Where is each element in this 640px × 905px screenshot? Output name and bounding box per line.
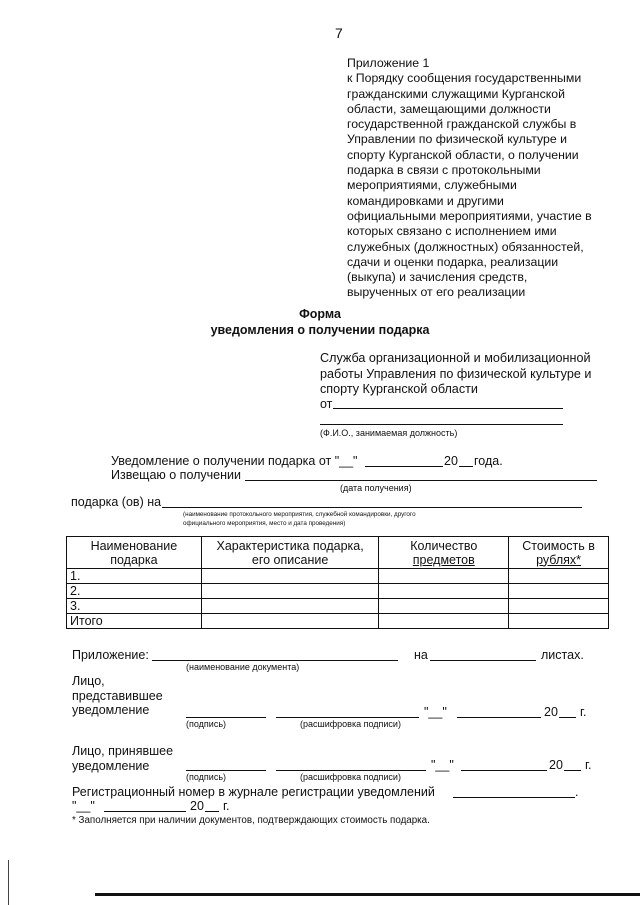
receiver-decode-hint: (расшифровка подписи): [300, 772, 401, 782]
doc-hint: (наименование документа): [186, 662, 300, 672]
registration-number-field[interactable]: [453, 797, 575, 798]
row-label: 1.: [67, 569, 202, 584]
received-date-field[interactable]: [245, 480, 597, 481]
table-cell[interactable]: [509, 569, 609, 584]
table-row: [67, 614, 609, 629]
appendix-line: государственной гражданской службы в: [347, 117, 577, 132]
gifts-table: [66, 536, 609, 629]
table-cell[interactable]: [201, 614, 379, 629]
submitter-line: уведомление: [72, 703, 150, 717]
form-title-line2: уведомления о получении подарка: [210, 323, 430, 337]
form-title: [0, 306, 640, 338]
col-header-line: рублях*: [536, 552, 582, 567]
page-number: 7: [335, 25, 343, 41]
receiver-decode-field[interactable]: [276, 770, 426, 771]
table-cell[interactable]: [379, 569, 509, 584]
registration-year-field[interactable]: [205, 811, 219, 812]
appendix-line: мероприятиями, служебными: [347, 178, 517, 193]
col-header-line: Стоимость в: [522, 538, 595, 553]
row-label: 2.: [67, 584, 202, 599]
event-hint-line1: (наименование протокольного мероприятия, служебной командировки, другого: [183, 511, 416, 518]
col-header-line: предметов: [412, 552, 475, 567]
event-hint-line2: официального мероприятия, место и дата проведения): [183, 520, 346, 527]
registration-dot: .: [575, 785, 579, 799]
col-header-cost: [509, 537, 609, 569]
table-header-row: [67, 537, 609, 569]
col-header-description: [201, 537, 379, 569]
registration-date-field[interactable]: [104, 811, 186, 812]
submitter-year: 20: [544, 705, 558, 719]
addressee-line: Служба организационной и мобилизационной: [320, 351, 591, 365]
appendix-line: сдачи и оценки подарка, реализации: [347, 254, 559, 269]
from-label: от: [320, 397, 333, 411]
submitter-decode-field[interactable]: [276, 717, 419, 718]
col-header-line: подарка: [110, 552, 158, 567]
row-label: Итого: [67, 614, 202, 629]
appendix-line: командировками и другими: [347, 193, 504, 208]
gift-prefix: подарка (ов) на: [71, 495, 162, 509]
receiver-date-field[interactable]: [461, 770, 547, 771]
event-field[interactable]: [162, 507, 582, 508]
addressee-line: работы Управления по физической культуре и: [320, 366, 592, 381]
appendix-line: гражданскими служащими Курганской: [347, 86, 565, 101]
from-field-line2[interactable]: [320, 424, 563, 425]
table-cell[interactable]: [509, 584, 609, 599]
attachment-doc-field[interactable]: [152, 660, 398, 661]
table-cell[interactable]: [201, 584, 379, 599]
col-header-line: Наименование: [90, 538, 178, 553]
col-header-quantity: [379, 537, 509, 569]
table-row: [67, 584, 609, 599]
notice-year-suffix: года.: [474, 454, 503, 468]
notice-date-field[interactable]: [365, 466, 443, 467]
notice-year-field[interactable]: [459, 466, 473, 467]
submitter-line: представившее: [72, 688, 163, 703]
table-cell[interactable]: [201, 599, 379, 614]
table-cell[interactable]: [201, 569, 379, 584]
attachment-label: Приложение:: [72, 648, 149, 662]
notice-year: 20: [444, 454, 458, 468]
submitter-g: г.: [580, 705, 587, 719]
addressee-block: [320, 351, 591, 398]
registration-g: г.: [223, 799, 230, 813]
receiver-line: Лицо, принявшее: [72, 744, 174, 758]
registration-label: Регистрационный номер в журнале регистрации уведомлений: [72, 785, 435, 799]
receiver-label: [72, 744, 173, 773]
from-field[interactable]: [333, 408, 563, 409]
appendix-line: (выкупа) и зачисления средств,: [347, 270, 528, 285]
receiver-year-field[interactable]: [564, 770, 581, 771]
submitter-signature-field[interactable]: [186, 717, 266, 718]
table-cell[interactable]: [509, 614, 609, 629]
table-row: [67, 569, 609, 584]
appendix-line: спорту Курганской области, о получении: [347, 147, 579, 162]
footnote: * Заполняется при наличии документов, подтверждающих стоимость подарка.: [72, 815, 430, 826]
registration-year: 20: [190, 799, 204, 813]
form-title-line1: Форма: [299, 307, 341, 321]
submitter-date-field[interactable]: [457, 717, 541, 718]
col-header-line: Количество: [410, 538, 478, 553]
col-header-name: [67, 537, 202, 569]
appendix-line: области, замещающими должности: [347, 101, 551, 116]
appendix-line: Управлении по физической культуре и: [347, 132, 568, 147]
table-cell[interactable]: [379, 584, 509, 599]
table-cell[interactable]: [509, 599, 609, 614]
appendix-line: к Порядку сообщения государственными: [347, 71, 582, 86]
scan-edge-mark: [8, 860, 9, 905]
date-hint: (дата получения): [340, 483, 412, 493]
receiver-date-quote: "__": [431, 758, 454, 772]
row-label: 3.: [67, 599, 202, 614]
table-row: [67, 599, 609, 614]
receiver-signature-field[interactable]: [186, 770, 266, 771]
submitter-year-field[interactable]: [559, 717, 576, 718]
receiver-g: г.: [585, 758, 592, 772]
col-header-line: Характеристика подарка,: [216, 538, 364, 553]
submitter-date-quote: "__": [424, 705, 447, 719]
fio-hint: (Ф.И.О., занимаемая должность): [320, 428, 458, 438]
appendix-line: служебных (должностных) обязанностей,: [347, 239, 584, 254]
receiver-line: уведомление: [72, 758, 150, 773]
appendix-line: подарка в связи с протокольными: [347, 163, 541, 178]
attachment-on: на: [414, 648, 428, 662]
registration-date-quote: "__": [72, 799, 95, 813]
attachment-count-field[interactable]: [430, 660, 536, 661]
attachment-sheets: листах.: [541, 648, 584, 662]
event-hint: [183, 510, 416, 528]
submitter-line: Лицо,: [72, 674, 105, 688]
notice-line2: Извещаю о получении: [111, 468, 241, 482]
appendix-block: [347, 56, 592, 301]
submitter-decode-hint: (расшифровка подписи): [300, 719, 401, 729]
table-cell[interactable]: [379, 599, 509, 614]
addressee-line: спорту Курганской области: [320, 382, 478, 396]
scan-bottom-edge: [95, 893, 640, 896]
appendix-line: официальными мероприятиями, участие в: [347, 208, 592, 223]
col-header-line: его описание: [251, 552, 329, 567]
appendix-line: Приложение 1: [347, 56, 430, 70]
appendix-line: вырученных от его реализации: [347, 285, 526, 300]
receiver-sign-hint: (подпись): [186, 772, 227, 782]
submitter-label: [72, 674, 163, 718]
receiver-year: 20: [549, 758, 563, 772]
notice-line1-prefix: Уведомление о получении подарка от "__": [111, 454, 358, 468]
table-cell[interactable]: [379, 614, 509, 629]
submitter-sign-hint: (подпись): [186, 719, 227, 729]
appendix-line: которых связано с исполнением ими: [347, 224, 557, 239]
